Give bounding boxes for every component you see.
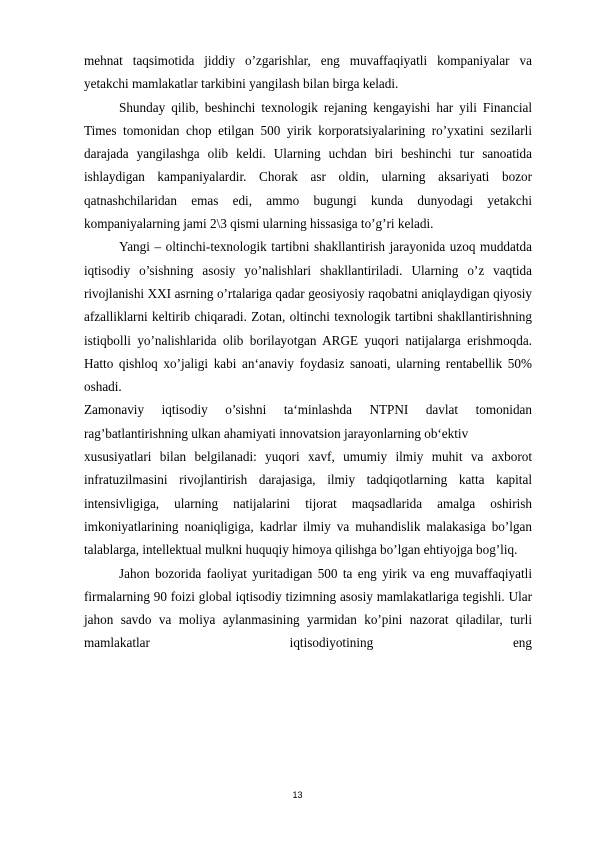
paragraph-4: Zamonaviy iqtisodiy o’sishni ta‘minlashda NTPNI davlat tomonidan rag’batlantirishning ulkan ahamiyati innovatsion jarayonlarning ob‘ektiv [84, 402, 532, 441]
paragraph-2: Shunday qilib, beshinchi texnologik rejaning kengayishi har yili Financial Times tomonidan chop etilgan 500 yirik korporatsiyalarining ro’yxatini sezilarli darajada yangilashga olib keldi. Ularning uchdan biri beshinchi tur sanoatida ishlaydigan kampaniyalardir. Chorak asr oldin, ularning aksariyati bozor qatnashchilaridan emas edi, ammo bugungi kunda dunyodagi yetakchi kompaniyalarning jami 2\3 qismi ularning hissasiga to’g’ri keladi. [84, 99, 532, 232]
paragraph-1: mehnat taqsimotida jiddiy o’zgarishlar, eng muvaffaqiyatli kompaniyalar va yetakchi mamlakatlar tarkibini yangilash bilan birga keladi. [84, 53, 532, 92]
paragraph-3: Yangi – oltinchi-texnologik tartibni shakllantirish jarayonida uzoq muddatda iqtisodiy o’sishning asosiy yo’nalishlari shakllantiriladi. Ularning o’z vaqtida rivojlanishi XXI asrning o’rtalariga qadar geosiyosiy raqobatni aniqlaydigan qiyosiy afzalliklarni keltirib chiqaradi. Zotan, oltinchi texnologik tartibni shakllantirishning istiqbolli yo’nalishlarida olib borilayotgan ARGE yuqori natijalarga erishmoqda. Hatto qishloq xo’jaligi kabi an‘anaviy foydasiz sanoati, ularning rentabellik 50% oshadi. [84, 239, 532, 395]
page-number: 13 [292, 790, 303, 800]
paragraph-6: Jahon bozorida faoliyat yuritadigan 500 ta eng yirik va eng muvaffaqiyatli firmalarning 90 foizi global iqtisodiy tizimning asosiy mamlakatlariga tegishli. Ular jahon savdo va moliya aylanmasining yarmidan ko’pini nazorat qiladilar, turli mamlakatlar iqtisodiyotining eng [84, 565, 532, 651]
document-body [84, 49, 532, 655]
paragraph-5: xususiyatlari bilan belgilanadi: yuqori xavf, umumiy ilmiy muhit va axborot infratuzilmasini rivojlantirish darajasiga, ilmiy tadqiqotlarning katta kapital intensivligiga, ularning natijalarini tijorat maqsadlarida amalga oshirish imkoniyatlarining noaniqligiga, kadrlar ilmiy va muhandislik malakasiga bo’lgan talablarga, intellektual mulkni huquqiy himoya qilishga bo’lgan ehtiyojga bog’liq. [84, 449, 532, 558]
